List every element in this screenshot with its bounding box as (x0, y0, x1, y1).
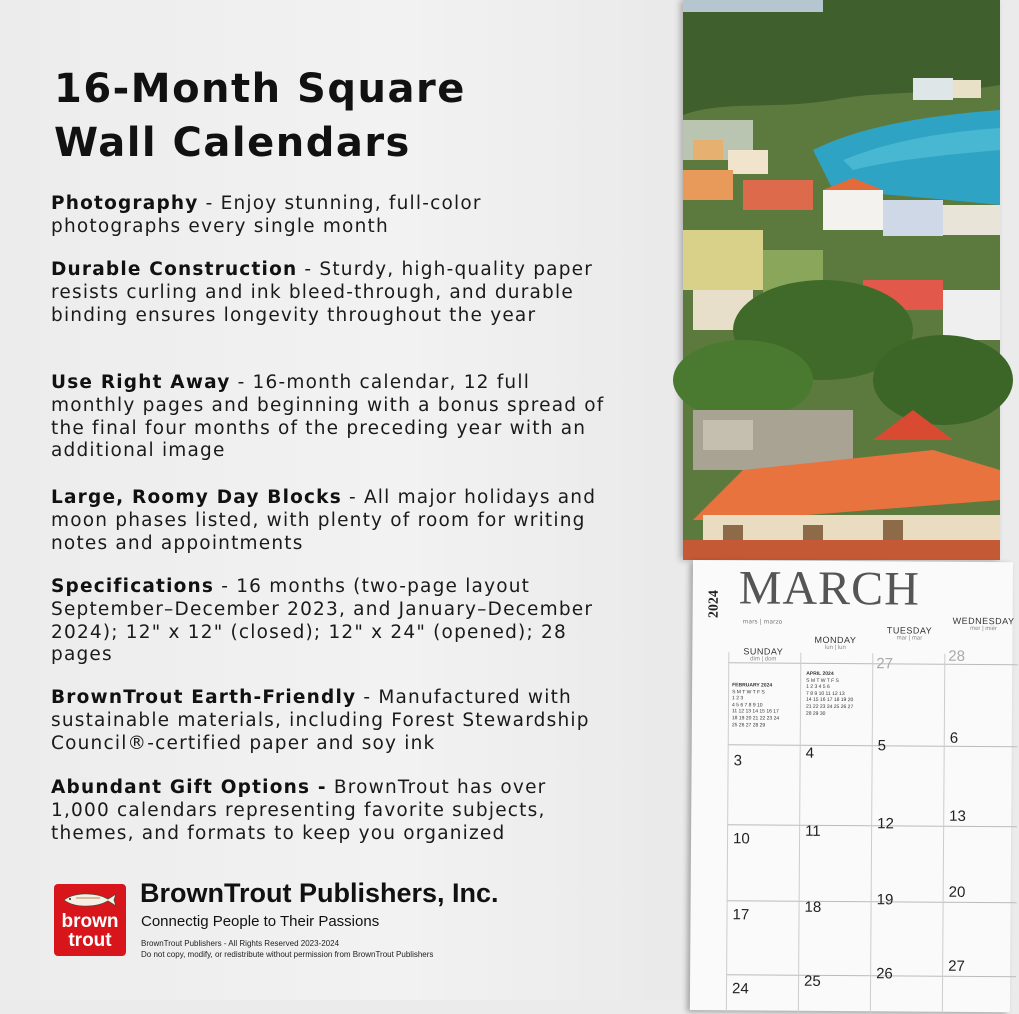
day-number: 12 (877, 815, 894, 833)
logo-word-2: trout (68, 930, 112, 951)
day-header-wednesday (949, 616, 1019, 632)
day-number: 18 (804, 898, 822, 916)
feature-body: BrownTrout has over 1,000 calendars representing favorite subjects, themes, and formats to keep you organized (51, 777, 547, 844)
day-number: 6 (949, 729, 959, 747)
feature-item (51, 372, 611, 463)
day-number: 26 (876, 965, 893, 983)
day-header-tuesday (874, 625, 944, 641)
logo-wordmark (54, 912, 126, 950)
fish-icon (60, 890, 120, 910)
feature-item (51, 576, 611, 667)
mini-calendar-header: S M T W T F S (732, 688, 765, 696)
day-name: SUNDAY (743, 646, 784, 657)
day-number: 25 (804, 972, 821, 990)
publisher-tagline: Connectig People to Their Passions (141, 913, 380, 930)
mini-calendar-april (806, 671, 870, 718)
day-number: 10 (732, 830, 750, 848)
calendar-month: MARCH (738, 561, 921, 616)
feature-separator: - (230, 372, 253, 393)
feature-item (51, 777, 611, 845)
day-name: MONDAY (814, 634, 857, 646)
day-number: 27 (948, 957, 965, 975)
harbor-town-photo (683, 0, 1000, 560)
day-number: 4 (805, 744, 815, 762)
day-number: 24 (731, 980, 749, 998)
mini-calendar-row: 7 8 9 10 11 12 13 (806, 690, 845, 697)
mini-calendar-row: 11 12 13 14 15 16 17 (731, 708, 779, 715)
day-header-monday (800, 635, 870, 651)
day-number: 5 (877, 737, 887, 755)
day-number: 19 (876, 891, 894, 909)
mini-calendar-row: 1 2 3 (732, 695, 744, 702)
feature-heading: Large, Roomy Day Blocks (51, 487, 342, 508)
feature-body: All major holidays and moon phases listed, with plenty of room for writing notes and appointments (51, 487, 597, 554)
feature-separator (327, 777, 334, 798)
title-line-2: Wall Calendars (54, 120, 411, 166)
feature-separator: - (214, 576, 237, 597)
mini-calendar-header: S M T W T F S (806, 677, 839, 684)
copyright-line: BrownTrout Publishers - All Rights Reserved 2023-2024 (141, 939, 340, 948)
feature-item (51, 687, 631, 755)
feature-body: Enjoy stunning, full-color photographs every single month (51, 193, 482, 237)
mini-calendar-row: 25 26 27 28 29 (731, 721, 766, 729)
calendar-photo (683, 0, 1000, 560)
feature-heading: Photography (51, 193, 199, 214)
feature-heading: Use Right Away (51, 372, 231, 393)
day-number: 13 (949, 807, 966, 825)
title-line-1: 16-Month Square (54, 66, 466, 112)
publisher-name: BrownTrout Publishers, Inc. (140, 878, 499, 908)
calendar-page (690, 560, 1013, 1012)
mini-calendar-title: FEBRUARY 2024 (732, 682, 773, 689)
feature-body: Manufactured with sustainable materials, including Forest Stewardship Council®-certified paper and soy ink (51, 687, 590, 754)
page-title (54, 62, 614, 170)
feature-heading: Specifications (51, 576, 215, 597)
feature-item (51, 487, 611, 555)
day-number: 20 (948, 883, 966, 901)
feature-separator: - (198, 193, 221, 214)
mini-calendar-title: APRIL 2024 (806, 670, 834, 677)
mini-calendar-row: 21 22 23 24 25 26 27 (805, 703, 854, 711)
mini-calendar-february (732, 682, 796, 729)
day-number: 17 (732, 906, 750, 924)
mini-calendar-row: 18 19 20 21 22 23 24 (731, 715, 780, 722)
day-sub: mar | mar (896, 635, 923, 642)
feature-body: 16 months (two-page layout September–December 2023, and January–December 2024); 12" x 12" (closed); 12" x 24" (opened); 28 pages (51, 576, 594, 666)
feature-item (51, 259, 611, 327)
calendar-month-sub: mars | marzo (742, 618, 783, 626)
day-name: TUESDAY (886, 625, 933, 636)
feature-heading: BrownTrout Earth-Friendly (51, 687, 357, 708)
feature-heading: Durable Construction (51, 259, 298, 280)
feature-item (51, 193, 611, 239)
copyright-notice: Do not copy, modify, or redistribute without permission from BrownTrout Publishers (141, 950, 434, 959)
logo-word-1: brown (61, 911, 119, 932)
mini-calendar-row: 14 15 16 17 18 19 20 (806, 697, 854, 704)
day-sub: mer | miér (970, 625, 997, 633)
day-number: 27 (876, 655, 894, 673)
feature-separator: - (297, 259, 320, 280)
calendar-year: 2024 (706, 590, 722, 619)
mini-calendar-row: 1 2 3 4 5 6 (806, 683, 830, 691)
browntrout-logo (54, 884, 126, 956)
day-sub: dim | dom (750, 656, 777, 663)
feature-separator: - (356, 687, 379, 708)
feature-separator: - (341, 487, 364, 508)
day-number: 28 (948, 647, 966, 665)
day-name: WEDNESDAY (952, 615, 1015, 627)
mini-calendar-row: 28 29 30 (805, 710, 826, 717)
mini-calendar-row: 4 5 6 7 8 9 10 (731, 702, 763, 709)
feature-body: Sturdy, high-quality paper resists curling and ink bleed-through, and durable binding ensures longevity throughout the year (51, 259, 594, 326)
feature-heading: Abundant Gift Options - (51, 777, 327, 798)
day-sub: lun | lun (824, 644, 846, 652)
feature-body: 16-month calendar, 12 full monthly pages and beginning with a bonus spread of the final four months of the preceding year with an additional image (51, 372, 605, 462)
day-number: 3 (733, 752, 743, 770)
day-number: 11 (805, 822, 821, 840)
